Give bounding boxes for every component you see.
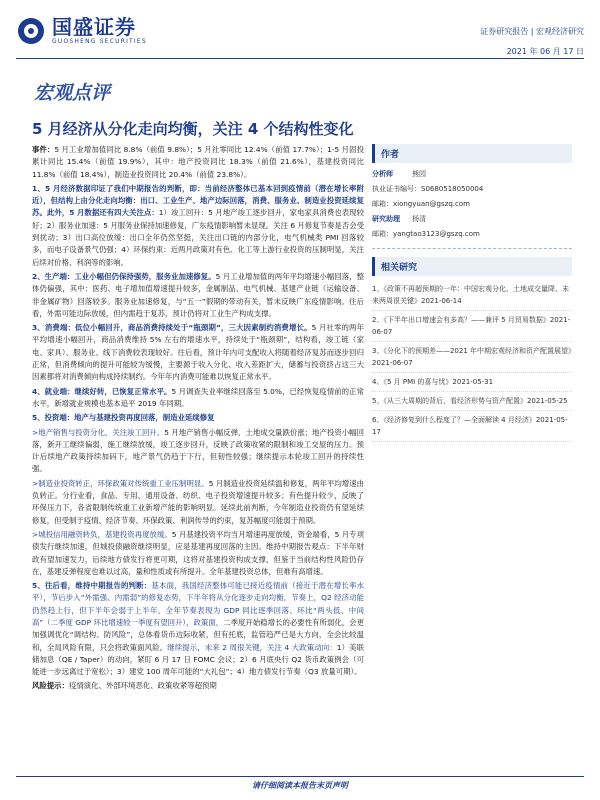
- related-research-item[interactable]: 5、《从三大周期的背后，看经济形势与资产配置》2021-05-25: [372, 392, 572, 411]
- analyst-email-row: [372, 197, 572, 212]
- paragraph-5-lead: 5、投资端：地产与基建投资再度回落，制造业延续修复: [32, 413, 215, 423]
- paragraph-2: [32, 271, 364, 320]
- paragraph-3: [32, 322, 364, 383]
- cert-value: S0680518050004: [421, 185, 484, 193]
- analyst-row: [372, 167, 572, 182]
- paragraph-5-heading: [32, 412, 364, 424]
- assistant-label: 研究助理: [372, 215, 400, 223]
- sub-paragraph-property: [32, 427, 364, 476]
- related-research-item[interactable]: 4、《5 月 PMI 的喜与忧》2021-05-31: [372, 373, 572, 392]
- report-body: [32, 144, 364, 695]
- assistant-email-row: [372, 227, 572, 242]
- sub-paragraph-infrastructure: [32, 529, 364, 578]
- footer-divider: [16, 776, 584, 777]
- paragraph-2-text: 5 月工业增加值的两年平均增速小幅回落，整体仍偏强，其中：医药、电子增加值增速提升较多，金属制品、电气机械、基建产业链（运输设备、非金属矿物）回落较多。服务业加速修复，与“五一”假期的带动有关，暂未反映广东疫情影响。往后看，外需可能边际放缓，但内需趋于复苏，预计仍将对工业生产构成支撑。: [32, 271, 364, 318]
- paragraph-1-lead: 1、5 月经济数据印证了我们中期报告的判断，即：当前经济整体已基本回到疫情前（潜在增长率附近），但结构上由分化走向均衡：出口、工业生产、地产边际回落，消费、服务业、制造业投资延续复苏。此外，5 月数据还有四大关注点：: [32, 183, 364, 218]
- cert-row: [372, 182, 572, 197]
- paragraph-1: [32, 183, 364, 269]
- sub-paragraph-manufacturing-text: 5 月制造业投资延续温和修复，两年平均增速由负转正。分行业看，食品、专用、通用设备、纺织、电子投资增速提升较多；有色提升较少，反映了环保压力下，各省限制传统重工业新增产能的影响明显。延续此前判断，今年制造业投资仍有望延续修复，但受制于疫情、经济节奏、环保政策、利润传导的约束，复苏幅度可能弱于预期。: [32, 478, 364, 525]
- risk-text: 疫情演化、外部环境恶化、政策收紧等超预期: [68, 681, 217, 691]
- related-research-item[interactable]: 3、《分化下的预期差——2021 年中期宏观经济和资产配置展望》2021-06-07: [372, 342, 572, 373]
- related-research-item[interactable]: 1、《政策不再超预期的一年：中国宏观分化、土地成交量降、未来两周很关键》2021-06-14: [372, 280, 572, 311]
- paragraph-6-tail-highlight: 继续提示，未来 2 周很关键，关注 4 大政策动向：: [167, 642, 337, 652]
- sub-paragraph-infrastructure-text: 5 月基建投资平均当月增速再度放缓，资金端看，5 月专项债发行继续加速，但城投债融资继续明显，应是基建再度回落的主因。维持中期报告观点：下半年财政有望加速发力，后续地方债发行将更可期，这将对基建投资构成支撑，但鉴于当前结构性风险仍存在，基建反弹程度也难以过高，量和性质或有所提升。全年基建投资总体，但难有高增速。: [32, 529, 364, 576]
- risk-label: 风险提示：: [32, 681, 69, 691]
- related-research-item[interactable]: 6、《经济修复到什么程度了？—全面解读 4 月经济》2021-05-17: [372, 411, 572, 442]
- paragraph-6-tail: 1）美联储加息（QE / Taper）的动向，紧盯 6 月 17 日 FOMC 会议；2）6 月底央行 Q2 货币政策例会（可能进一步远离过于宽松）；3）建党 100 周年可能的“大礼包”；4）地方债发行节奏（Q3 放量可期）。: [32, 642, 364, 677]
- paragraph-1-text: 1）竣工回升：5 月地产竣工逐步回升，家电家具消费也表现较好；2）服务业加速：5 月服务业保持加速修复，广东疫情影响暂未显现。关注 6 月修复节奏是否会受到扰动；3）出口高位放缓：出口全年仍然坚挺，关注出口链的内部分化，电气机械类 PMI 回落较多，而电子设备景气仍强；4）环保约束：近两月政策对有色、化工等上游行业投资的压制明显，关注后续对价格、利润等的影响。: [32, 208, 365, 267]
- event-label: 事件：: [32, 145, 55, 154]
- author-info: [372, 163, 572, 249]
- assistant-email[interactable]: yangtao3123@gszq.com: [393, 230, 480, 238]
- assistant-name: 杨清: [412, 215, 426, 223]
- header-divider: [16, 58, 584, 59]
- paragraph-6-lead: 5、往后看，维持中期报告的判断：: [32, 581, 152, 591]
- paragraph-2-lead: 2、生产端：工业小幅但仍保持强势，服务业加速修复。: [32, 271, 216, 281]
- paragraph-6-highlight: 基本面，我国经济整体可能已接近疫情前（接近于潜在增长率水平），节后步入“外需强、内需弱”的修复态势，下半年将从分化逐步走向均衡，节奏上，Q2 经济动能仍然趋上行，但下半年会弱于上半年，全年节奏表现为 GDP 同比逐季回落、环比“两头低、中间高”（二季度 GDP 环比增速较一季度有望回升），政策面，: [32, 581, 364, 627]
- footer-disclaimer: 请仔细阅读本报告末页声明: [252, 781, 348, 790]
- analyst-name: 熊园: [412, 170, 426, 178]
- sub-paragraph-property-lead: >地产销售与投资分化，关注竣工回升。: [32, 427, 165, 437]
- sub-paragraph-manufacturing-lead: >制造业投资转正，环保政策对传统重工业压制明显。: [32, 478, 209, 488]
- paragraph-4: [32, 386, 364, 411]
- analyst-email-label: 邮箱：: [372, 200, 393, 208]
- sub-paragraph-infrastructure-lead: >城投信用融资转负，基建投资再度放缓。: [32, 529, 172, 539]
- sub-paragraph-property-text: 5 月地产销售小幅反弹，土地成交量跌价涨；地产投资小幅回落，新开工继续偏弱，施工继续放缓，竣工逐步回升，反映了政策收紧的限制和竣工交屋的压力。预计后续地产政策持续加码下，地产景气仍趋于下行，但韧性较强；继续提示本轮竣工回升的持续性强。: [32, 427, 364, 474]
- sub-paragraph-manufacturing: [32, 478, 364, 527]
- assistant-email-label: 邮箱：: [372, 230, 393, 238]
- paragraph-4-lead: 4、就业端：继续好转，已恢复正常水平。: [32, 386, 172, 396]
- sidebar: [372, 144, 572, 442]
- related-research-item[interactable]: 2、《下半年出口增速会有多高？——兼评 5 月贸易数据》2021-06-07: [372, 311, 572, 342]
- paragraph-3-lead: 3、消费端：低位小幅回升，商品消费持续处于“瓶颈期”，三大因素制约消费增长。: [32, 323, 312, 333]
- paragraph-6-text: 二季度开始稳增长的必要性有所弱化，会更加强调优化“调结构、防风险”，总体看货币边际收紧，但有托底，监管趋严已是大方向，全会比较温和，全局风险有限，只会将政策面风险。: [32, 617, 364, 652]
- paragraph-4-text: 5 月调查失业率继续回落至 5.0%，已经恢复疫情前的正常水平，新增就业规模也基本追平 2019 年同期。: [32, 386, 364, 408]
- analyst-email[interactable]: xiongyuan@gszq.com: [393, 200, 470, 208]
- report-type: 宏观点评: [34, 82, 111, 104]
- paragraph-3-text: 5 月社零的两年平均增速小幅回升，商品消费维持 5% 左右的增速水平，持续处于“瓶颈期”，结构看，竣工链（家电、家具）、服务业、线下消费较表现较好。往后看，预计年内可支配收入将随着经济复苏而逐步回归正常，但消费倾向的提升可能较为缓慢，主要源于收入分化、收入差距扩大，储蓄与投资挤占这三大因素都将对消费倾向构成持续制约。今年年内消费可能难以恢复正常水平。: [32, 323, 364, 382]
- analyst-label: 分析师: [372, 170, 393, 178]
- author-heading: 作者: [372, 144, 572, 163]
- logo-icon: [18, 18, 44, 44]
- related-research-heading: 相关研究: [372, 257, 572, 276]
- risk-paragraph: [32, 680, 364, 692]
- report-date: 2021 年 06 月 17 日: [506, 47, 584, 56]
- assistant-row: [372, 212, 572, 227]
- page-title: 5 月经济从分化走向均衡，关注 4 个结构性变化: [32, 120, 354, 138]
- cert-label: 执业证书编号：: [372, 185, 421, 193]
- related-research-list: [372, 280, 572, 442]
- event-paragraph: [32, 144, 364, 181]
- report-category: 证券研究报告 | 宏观经济研究: [480, 27, 584, 36]
- paragraph-6: [32, 580, 364, 678]
- company-logo: [18, 16, 147, 46]
- logo-name-en: GUOSHENG SECURITIES: [52, 38, 147, 45]
- event-text: 5 月工业增加值同比 8.8%（前值 9.8%）；5 月社零同比 12.4%（前值 17.7%）；1-5 月固投累计同比 15.4%（前值 19.9%），其中：地产投资同比 18.3%（前值 21.6%），基建投资同比 11.8%（前值 18.4%），制造业投资同比 20.4%（前值 23.8%）。: [32, 145, 364, 179]
- logo-name-cn: 国盛证券: [52, 15, 136, 39]
